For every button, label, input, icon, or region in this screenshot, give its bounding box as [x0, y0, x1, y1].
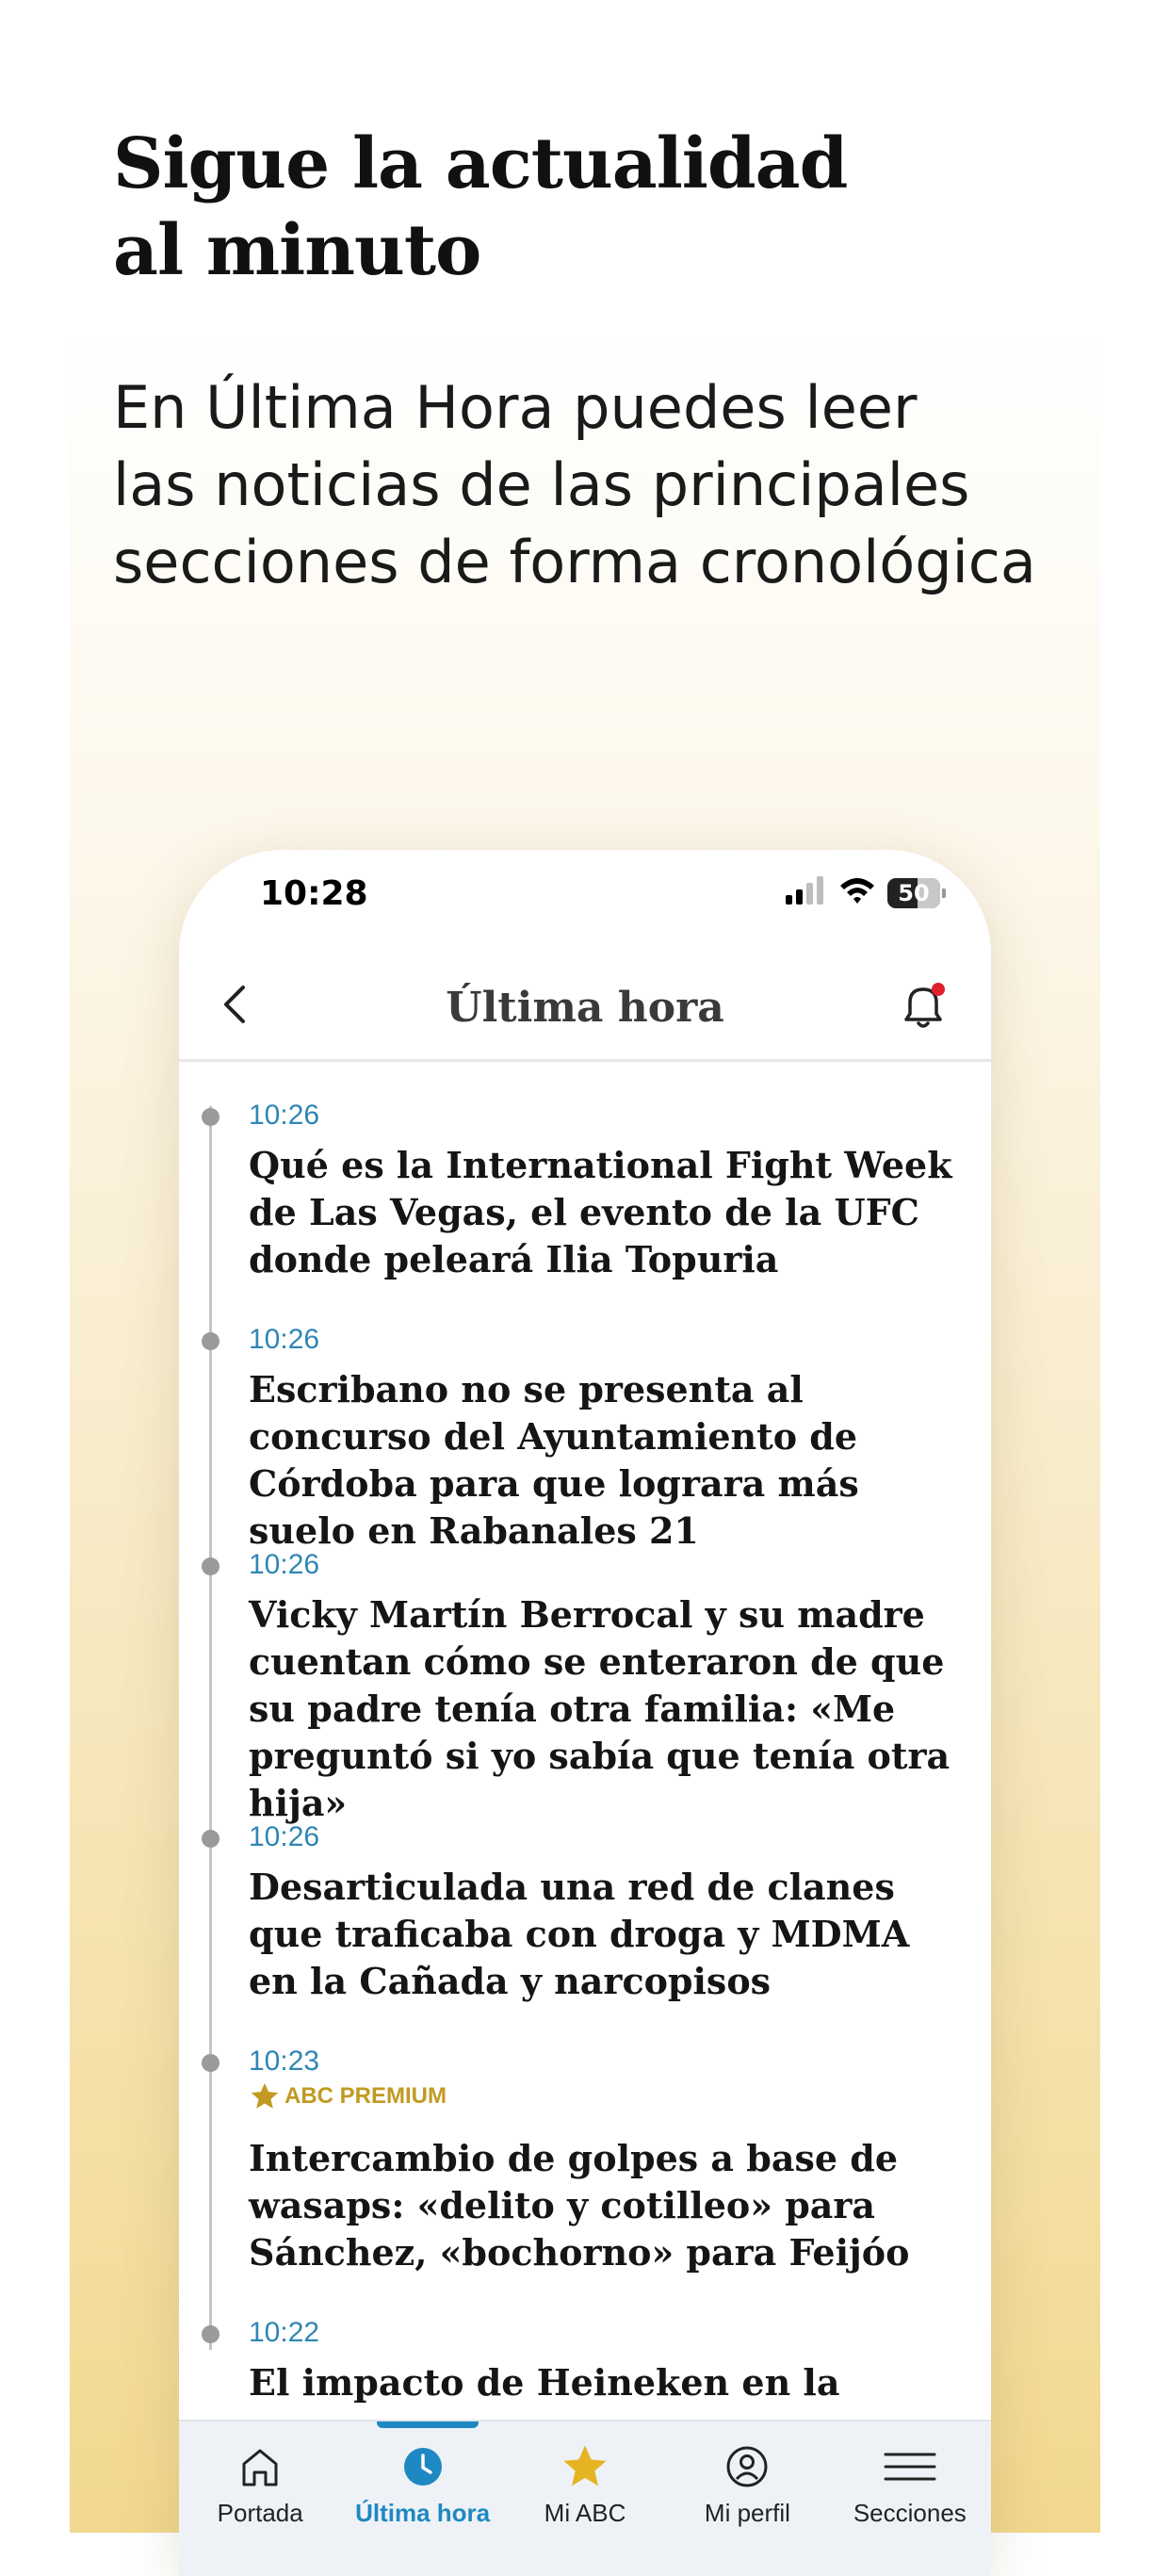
news-time: 10:26: [249, 1324, 320, 1355]
promo-subhead: [113, 369, 1112, 601]
battery-percent: 50: [898, 879, 930, 906]
news-title[interactable]: Intercambio de golpes a base de wasaps: «delito y cotilleo» para Sánchez, «bochorno» para Feijóo: [249, 2137, 910, 2274]
premium-badge: [249, 2080, 447, 2112]
tab-mi-abc[interactable]: [504, 2421, 666, 2576]
menu-icon: [884, 2440, 936, 2493]
timeline-line: [209, 1106, 212, 2350]
status-bar: [179, 850, 991, 937]
chevron-left-icon: [219, 984, 252, 1025]
tab-secciones[interactable]: [829, 2421, 991, 2576]
status-icons: [786, 876, 940, 909]
notification-badge: [932, 983, 945, 996]
timeline-dot: [202, 2325, 219, 2343]
news-title[interactable]: Vicky Martín Berrocal y su madre cuentan cómo se enteraron de que su padre tenía otra familia: «Me preguntó si yo sabía que tenía otra hija»: [249, 1593, 951, 1824]
tab-bar: [179, 2420, 991, 2576]
promo-headline-line2: al minuto: [113, 210, 481, 291]
timeline-dot: [202, 1557, 219, 1575]
tab-label: Última hora: [355, 2499, 491, 2527]
news-time: 10:22: [249, 2317, 320, 2348]
phone-mockup: [179, 850, 991, 2574]
news-title[interactable]: Escribano no se presenta al concurso del Ayuntamiento de Córdoba para que lograra más suelo en Rabanales 21: [249, 1368, 859, 1552]
promo-subhead-line1: En Última Hora puedes leer: [113, 373, 918, 442]
news-title[interactable]: El impacto de Heineken en la: [249, 2361, 840, 2404]
promo-headline-line1: Sigue la actualidad: [113, 123, 848, 204]
promo-subhead-line2: las noticias de las principales: [113, 450, 970, 519]
promo-headline: [113, 121, 847, 294]
battery-icon: [887, 878, 940, 908]
clock-icon: [397, 2440, 449, 2493]
home-icon: [234, 2440, 286, 2493]
wifi-icon: [838, 876, 876, 909]
star-icon: [249, 2080, 281, 2112]
timeline-dot: [202, 1830, 219, 1848]
tab-label: Mi perfil: [704, 2499, 790, 2527]
back-button[interactable]: [207, 976, 264, 1033]
news-title[interactable]: Qué es la International Fight Week de Las Vegas, el evento de la UFC donde peleará Ilia Topuria: [249, 1144, 952, 1280]
app-header: [179, 955, 991, 1062]
news-time: 10:26: [249, 1821, 320, 1852]
tab-label: Portada: [217, 2499, 303, 2527]
tab-portada[interactable]: [179, 2421, 341, 2576]
timeline-dot: [202, 2054, 219, 2072]
bell-icon: [893, 976, 953, 1036]
active-tab-indicator: [377, 2421, 479, 2428]
news-timeline: [179, 1068, 991, 2404]
star-icon: [559, 2440, 611, 2493]
tab-ultima-hora[interactable]: [341, 2421, 503, 2576]
tab-label: Mi ABC: [544, 2499, 626, 2527]
tab-label: Secciones: [853, 2499, 967, 2527]
status-time: 10:28: [260, 874, 368, 913]
timeline-dot: [202, 1108, 219, 1126]
news-time: 10:26: [249, 1549, 320, 1580]
notifications-button[interactable]: [893, 976, 953, 1036]
profile-icon: [721, 2440, 773, 2493]
cellular-signal-icon: [786, 876, 827, 909]
timeline-dot: [202, 1332, 219, 1350]
news-title[interactable]: Desarticulada una red de clanes que traficaba con droga y MDMA en la Cañada y narcopisos: [249, 1866, 910, 2002]
news-time: 10:23: [249, 2046, 320, 2077]
tab-mi-perfil[interactable]: [666, 2421, 828, 2576]
news-time: 10:26: [249, 1100, 320, 1131]
premium-label: ABC PREMIUM: [284, 2083, 447, 2109]
page-title: Última hora: [446, 984, 724, 1032]
promo-subhead-line3: secciones de forma cronológica: [113, 528, 1036, 596]
